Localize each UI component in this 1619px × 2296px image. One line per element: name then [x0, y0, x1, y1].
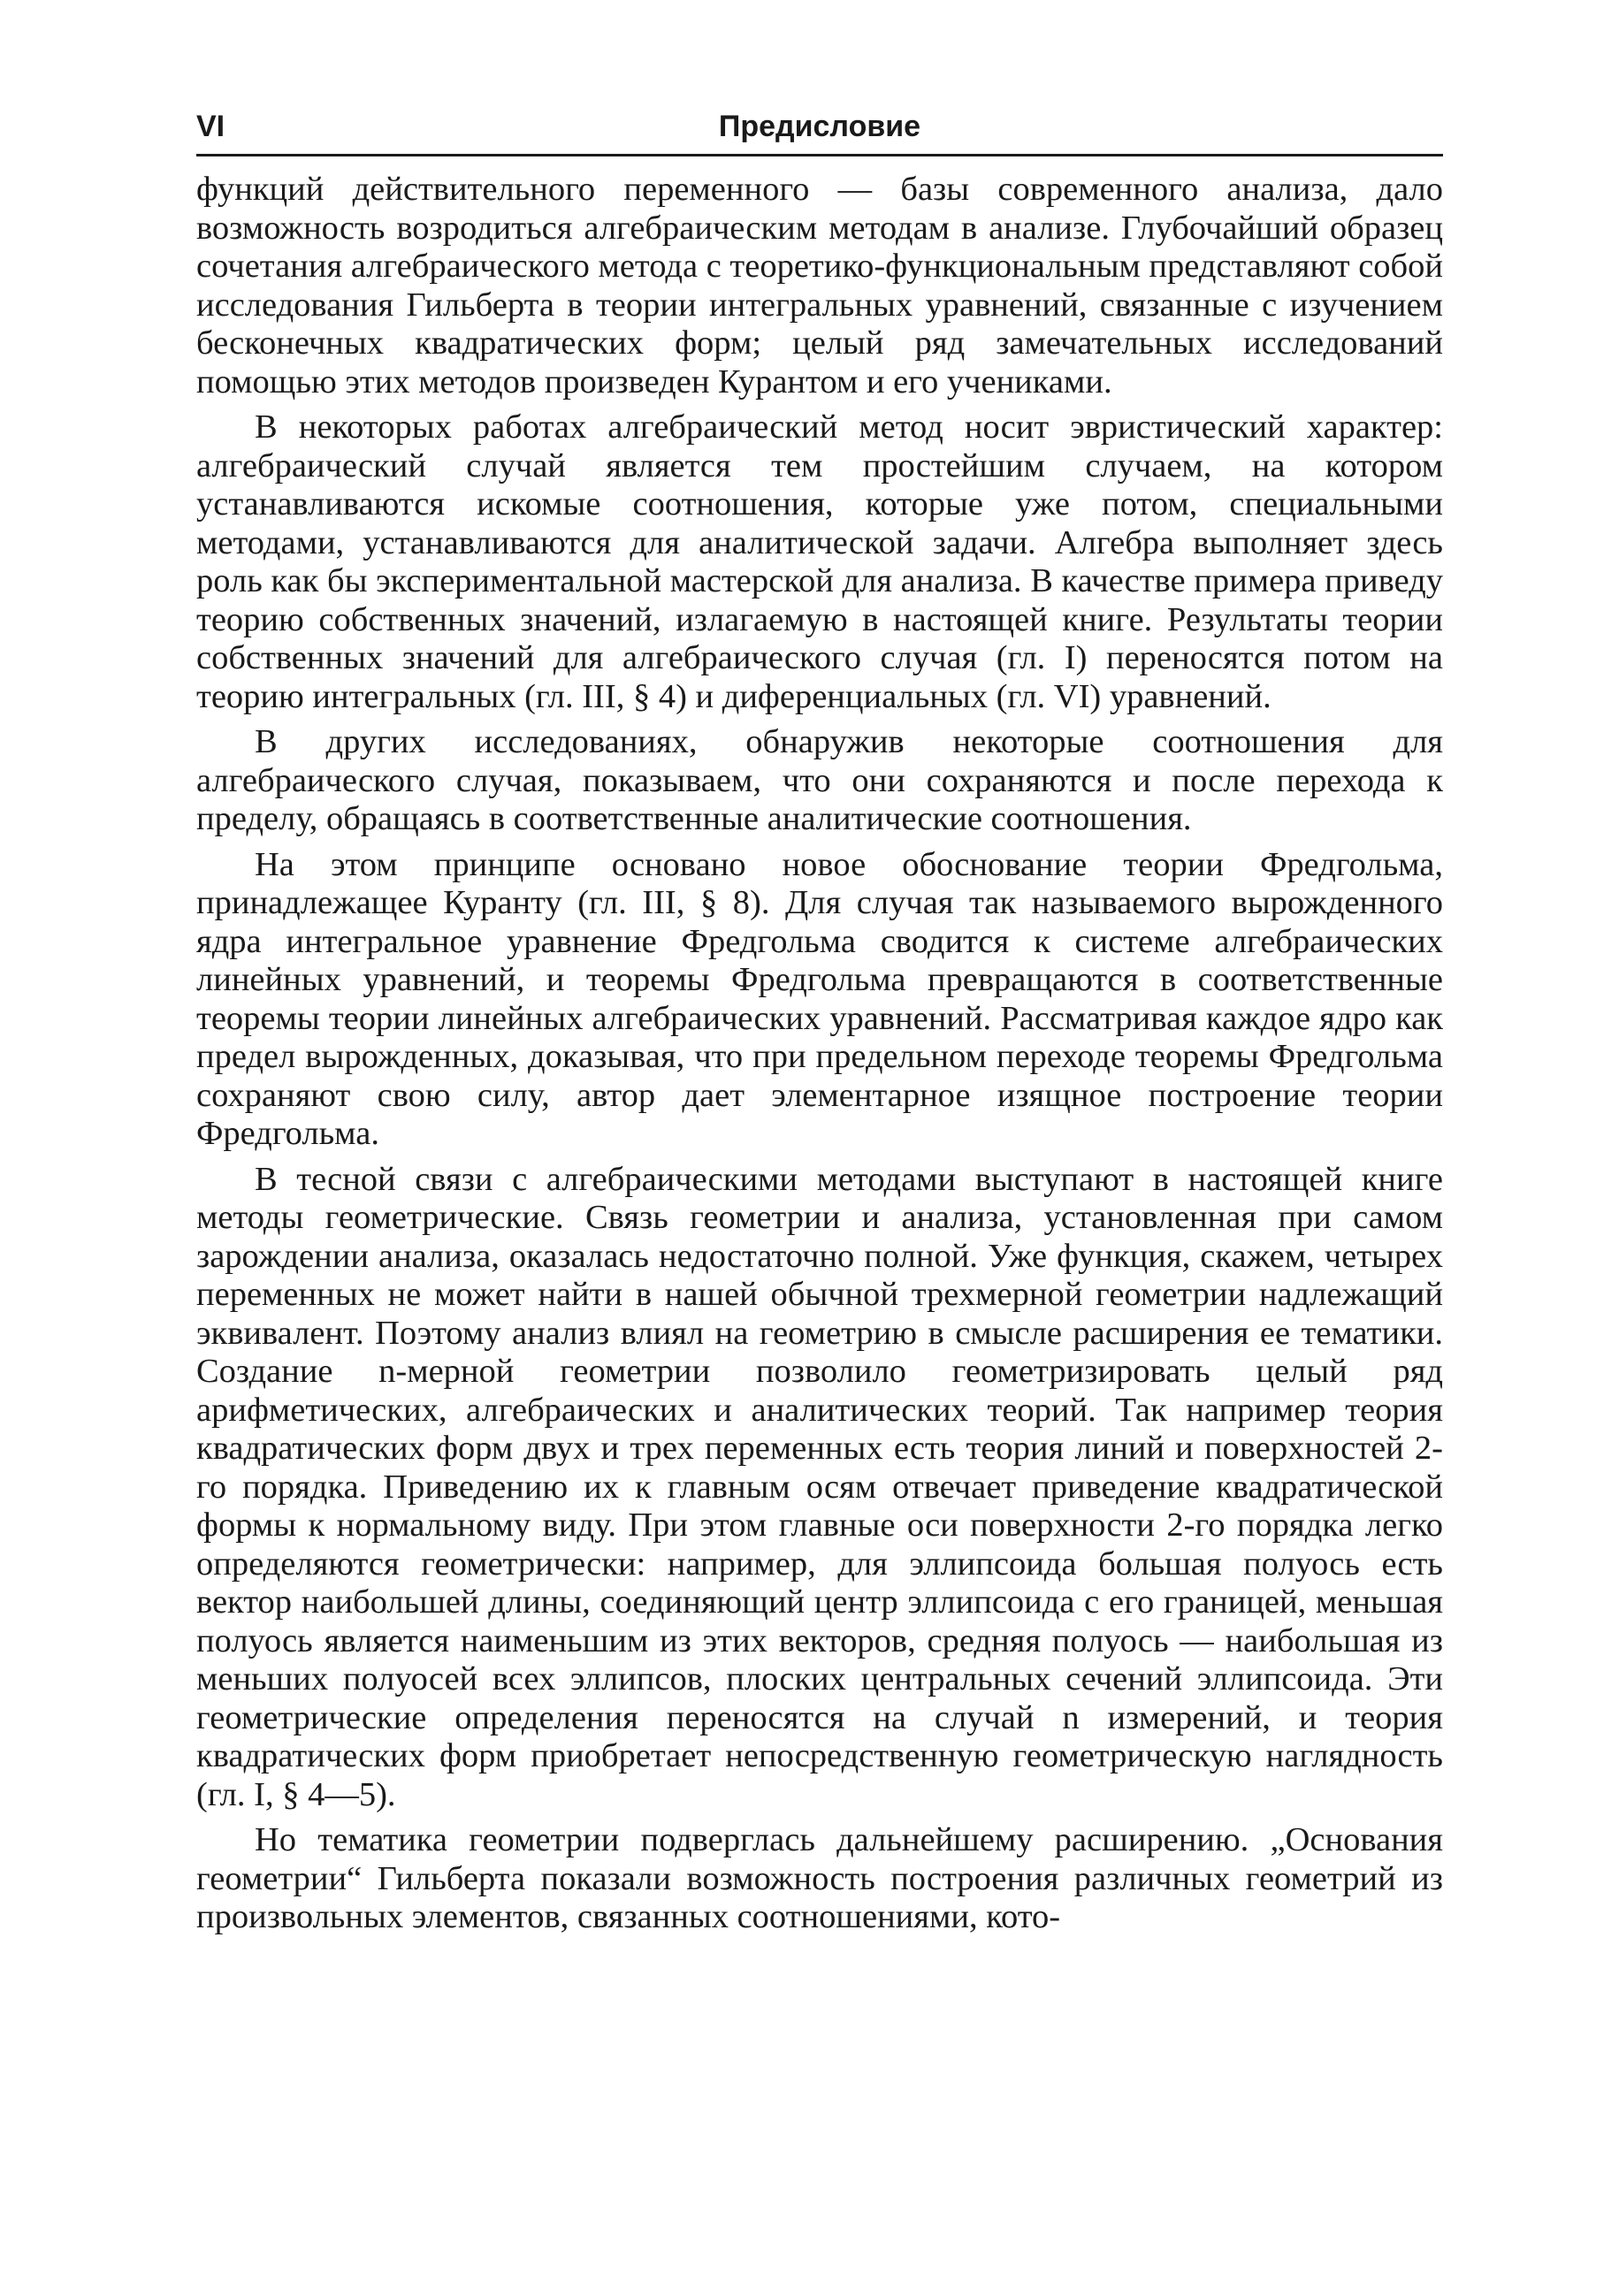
paragraph: В тесной связи с алгебраическими методами выступают в настоящей книге методы геометрические. Связь геометрии и анализа, установленная при самом зарождении анализа, оказалась недостаточно полной. Уже функция, скажем, четырех переменных не может найти в нашей обычной трехмерной геометрии надлежащий эквивалент. Поэтому анализ влиял на геометрию в смысле расширения ее тематики. Создание n-мерной геометрии позволило геометризировать целый ряд арифметических, алгебраических и аналитических теорий. Так например теория квадратических форм двух и трех переменных есть теория линий и поверхностей 2-го порядка. Приведению их к главным осям отвечает приведение квадратической формы к нормальному виду. При этом главные оси поверхности 2-го порядка легко определяются геометрически: например, для эллипсоида большая полуось есть вектор наибольшей длины, соединяющий центр эллипсоида с его границей, меньшая полуось является наименьшим из этих векторов, средняя полуось — наибольшая из меньших полуосей всех эллипсов, плоских центральных сечений эллипсоида. Эти геометрические определения переносятся на случай n измерений, и теория квадратических форм приобретает непосредственную геометрическую наглядность (гл. I, § 4—5). [196, 1160, 1443, 1813]
page-number: VI [196, 110, 225, 143]
body-text [196, 171, 1443, 1937]
paragraph: В других исследованиях, обнаружив некоторые соотношения для алгебраического случая, показываем, что они сохраняются и после перехода к пределу, обращаясь в соответственные аналитические соотношения. [196, 723, 1443, 837]
paragraph: Но тематика геометрии подверглась дальнейшему расширению. „Основания геометрии“ Гильберта показали возможность построения различных геометрий из произвольных элементов, связанных соотношениями, кото- [196, 1821, 1443, 1935]
running-title: Предисловие [718, 110, 921, 143]
paragraph: На этом принципе основано новое обоснование теории Фредгольма, принадлежащее Куранту (гл. III, § 8). Для случая так называемого вырожденного ядра интегральное уравнение Фредгольма сводится к системе алгебраических линейных уравнений, и теоремы Фредгольма превращаются в соответственные теоремы теории линейных алгебраических уравнений. Рассматривая каждое ядро как предел вырожденных, доказывая, что при предельном переходе теоремы Фредгольма сохраняют свою силу, автор дает элементарное изящное построение теории Фредгольма. [196, 845, 1443, 1152]
paragraph: В некоторых работах алгебраический метод носит эвристический характер: алгебраический случай является тем простейшим случаем, на котором устанавливаются искомые соотношения, которые уже потом, специальными методами, устанавливаются для аналитической задачи. Алгебра выполняет здесь роль как бы экспериментальной мастерской для анализа. В качестве примера приведу теорию собственных значений, излагаемую в настоящей книге. Результаты теории собственных значений для алгебраического случая (гл. I) переносятся потом на теорию интегральных (гл. III, § 4) и диференциальных (гл. VI) уравнений. [196, 408, 1443, 715]
running-head [196, 104, 1443, 156]
book-page [196, 104, 1443, 1944]
paragraph: функций действительного переменного — базы современного анализа, дало возможность возродиться алгебраическим методам в анализе. Глубочайший образец сочетания алгебраического метода с теоретико-функциональным представляют собой исследования Гильберта в теории интегральных уравнений, связанные с изучением бесконечных квадратических форм; целый ряд замечательных исследований помощью этих методов произведен Курантом и его учениками. [196, 171, 1443, 400]
